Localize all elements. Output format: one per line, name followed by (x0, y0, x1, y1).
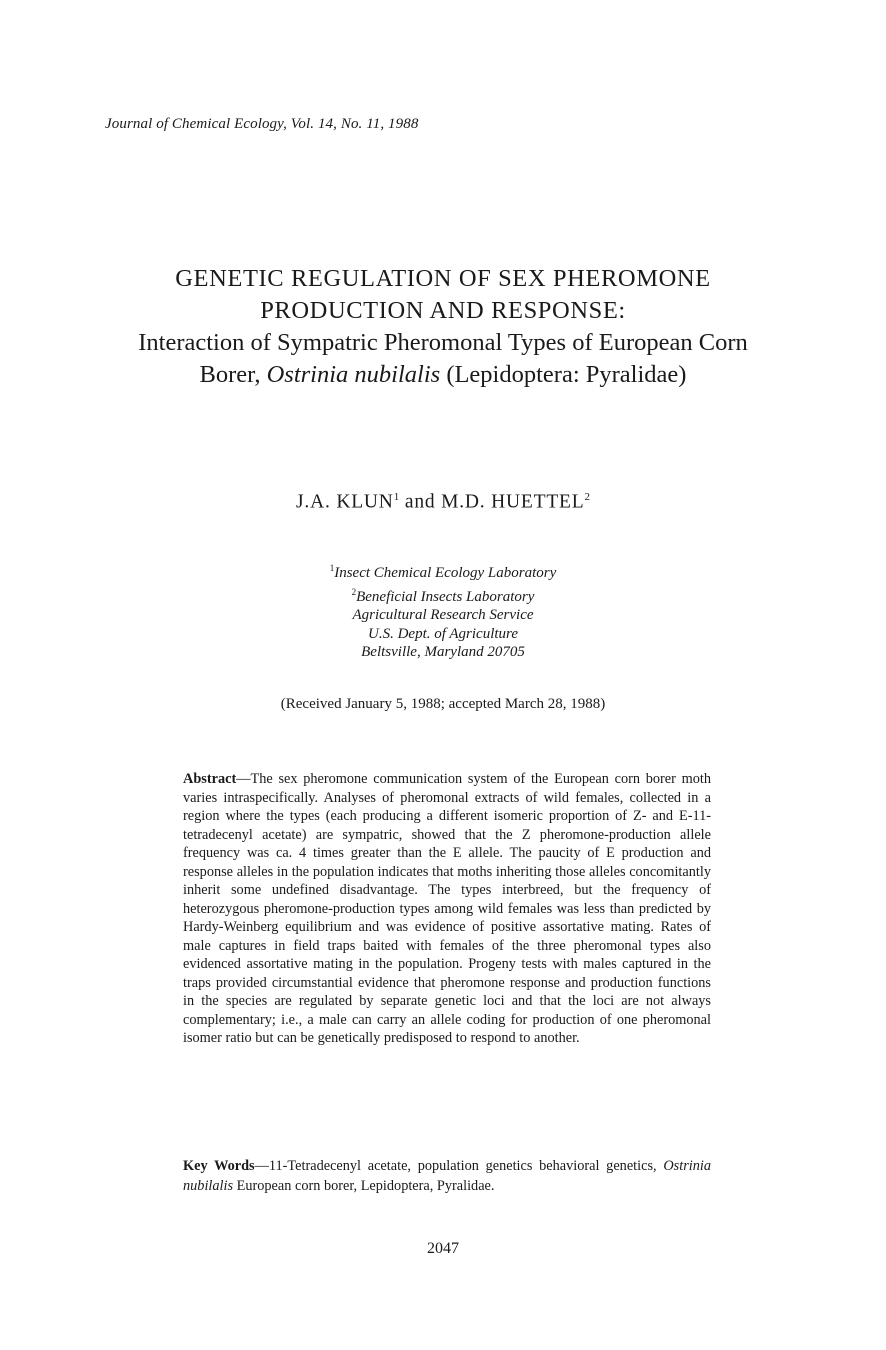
keywords-part-2: European corn borer, Lepidoptera, Pyralidae. (233, 1177, 495, 1194)
affiliation-line-2: $^2$Beneficial Insects Laboratory (351, 586, 535, 605)
title-line-2: PRODUCTION AND RESPONSE: (260, 297, 626, 324)
affiliation-line-5: Beltsville, Maryland 20705 (361, 644, 525, 660)
subtitle-line-2 (0, 359, 886, 391)
keywords-species: Ostrinia nubilalis (183, 1158, 711, 1194)
subtitle-post: (Lepidoptera: Pyralidae) (440, 361, 687, 388)
affil-mark-1: 1 (329, 563, 335, 573)
keywords-label: Key Words (183, 1158, 255, 1174)
subtitle-species: Ostrinia nubilalis (266, 361, 441, 388)
affiliation-line-1: $^1$Insect Chemical Ecology Laboratory (329, 563, 557, 581)
author-1-affil-mark: 1 (393, 491, 400, 503)
key-words (183, 1157, 711, 1196)
abstract (183, 770, 711, 1048)
author-conjunction: and (399, 491, 442, 513)
author-2: M.D. HUETTEL (441, 491, 585, 513)
article-title (0, 263, 886, 391)
author-2-affil-mark: 2 (584, 491, 590, 503)
author-1: J.A. KLUN (296, 491, 394, 513)
affiliation-line-4: U.S. Dept. of Agriculture (368, 625, 518, 642)
subtitle-pre: Borer, (199, 361, 267, 388)
page-number: 2047 (427, 1240, 459, 1257)
journal-citation: Journal of Chemical Ecology, Vol. 14, No. 11, 1988 (105, 116, 419, 132)
affiliations (0, 559, 886, 662)
abstract-label: Abstract (183, 771, 237, 787)
author-list (0, 491, 886, 514)
keywords-part-1: —11-Tetradecenyl acetate, population genetics behavioral genetics, (254, 1158, 664, 1174)
subtitle-line-1: Interaction of Sympatric Pheromonal Types of European Corn (138, 329, 748, 356)
abstract-text: —The sex pheromone communication system of the European corn borer moth varies intraspecifically. Analyses of pheromonal extracts of wild females, collected in a region where the types (each producing a different isomeric proportion of Z- and E-11-tetradecenyl acetate) are sympatric, showed that the Z pheromone-production allele frequency was ca. 4 times greater than the E allele. The paucity of E production and response alleles in the population indicates that moths inheriting those alleles concomitantly inherit some undefined disadvantage. The types interbreed, but the frequency of heterozygous pheromone-production types among wild females was less than predicted by Hardy-Weinberg equilibrium and was evidence of positive assortative mating. Rates of male captures in field traps baited with females of the three pheromonal types also evidenced assortative mating in the population. Progeny tests with males captured in the traps provided circumstantial evidence that pheromone response and production functions in the species are regulated by separate genetic loci and that the loci are not always complementary; i.e., a male can carry an allele coding for production of one pheromonal isomer ratio but can be genetically predisposed to respond to another. (183, 771, 711, 1046)
affiliation-line-3: Agricultural Research Service (352, 607, 534, 623)
title-line-1: GENETIC REGULATION OF SEX PHEROMONE (175, 265, 711, 292)
affil-mark-2: 2 (351, 586, 357, 597)
received-dates: (Received January 5, 1988; accepted March 28, 1988) (280, 696, 606, 712)
